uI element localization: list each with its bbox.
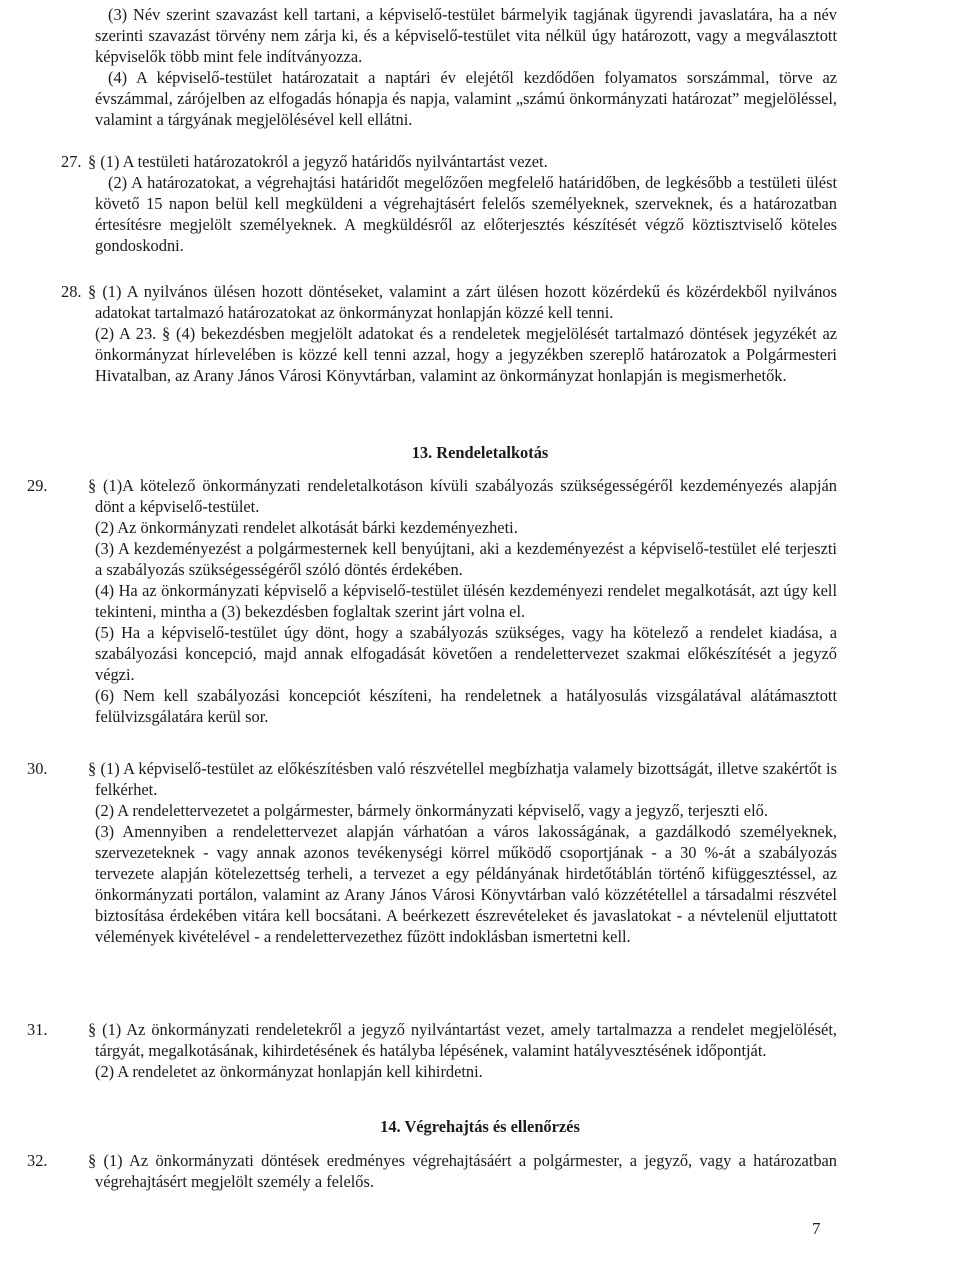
paragraph-27-1-text: § (1) A testületi határozatokról a jegyző határidős nyilvántartást vezet. — [88, 152, 548, 171]
section-30 — [27, 758, 837, 947]
paragraph-27-2: (2) A határozatokat, a végrehajtási határidőt megelőzően megfelelő határidőben, de legkésőbb a testületi ülést követő 15 napon belül kell megküldeni a végrehajtásért felelős személyeknek, szerveknek, és a határozatban értesítésre megjelölt személyeknek. A megküldésről az előterjesztés készítését végző köztisztviselő köteles gondoskodni. — [95, 173, 837, 255]
paragraph-29-1-text: § (1)A kötelező önkormányzati rendeletalkotáson kívüli szabályozás szükségességéről kezdeményezés alapján dönt a képviselő-testület. — [88, 476, 837, 516]
paragraph-32-1 — [27, 1150, 837, 1192]
paragraph-27-1 — [61, 151, 837, 172]
section-number-30: 30. — [27, 759, 48, 778]
paragraph-29-1 — [27, 475, 837, 517]
paragraph-32-1-text: § (1) Az önkormányzati döntések eredményes végrehajtásáért a polgármester, a jegyző, vagy a határozatban végrehajtásért megjelölt személy a felelős. — [88, 1151, 837, 1191]
heading-13: 13. Rendeletalkotás — [411, 443, 549, 462]
section-31 — [27, 1019, 837, 1082]
paragraph-30-1 — [27, 758, 837, 800]
paragraph-29-2: (2) Az önkormányzati rendelet alkotását bárki kezdeményezheti. — [95, 518, 518, 537]
paragraph-31-1-text: § (1) Az önkormányzati rendeletekről a jegyző nyilvántartást vezet, amely tartalmazza a rendelet megjelölését, tárgyát, megalkotásának, kihirdetésének és hatályba lépésének, valamint hatályvesztésének időpontját. — [88, 1020, 837, 1060]
section-29 — [27, 475, 837, 727]
page-number: 7 — [812, 1219, 821, 1238]
section-27 — [61, 151, 837, 256]
paragraph-28-1 — [61, 281, 837, 323]
section-26-continued — [95, 4, 837, 130]
section-number-27: 27. — [61, 152, 82, 171]
paragraph-26-3: (3) Név szerint szavazást kell tartani, a képviselő-testület bármelyik tagjának ügyrendi javaslatára, ha a név szerinti szavazást törvény nem zárja ki, és a képviselő-testület vita nélkül úgy határozott, vagy a megválasztott képviselők több mint fele indítványozza. — [95, 5, 837, 66]
paragraph-30-3: (3) Amennyiben a rendelettervezet alapján várhatóan a város lakosságának, a gazdálkodó személyeknek, szervezeteknek - vagy annak azonos tevékenységi körrel működő csoportjának - a 30 %-át a szabályozás tervezete alapján kötelezettség terheli, a tervezet a egy példányának hirdetőtáblán történő kifüggesztéssel, az önkormányzati portálon, valamint az Arany János Városi Könyvtárban való közzététellel a társadalmi részvétel biztosítása érdekében vitára kell bocsátani. A beérkezett észrevételeket és javaslatokat - a névtelenül eljuttatott vélemények kivételével - a rendelettervezethez fűzött indoklásban ismertetni kell. — [95, 822, 837, 946]
paragraph-30-1-text: § (1) A képviselő-testület az előkészítésben való részvétellel megbízhatja valamely bizottságát, illetve szakértőt is felkérhet. — [88, 759, 837, 799]
section-number-31: 31. — [27, 1020, 48, 1039]
paragraph-28-2: (2) A 23. § (4) bekezdésben megjelölt adatokat és a rendeletek megjelölését tartalmazó döntések jegyzékét az önkormányzat hírlevelében is közzé kell tenni azzal, hogy a jegyzékben szereplő határozatok a Polgármesteri Hivatalban, az Arany János Városi Könyvtárban, valamint az önkormányzat honlapján is megismerhetők. — [95, 324, 837, 385]
heading-14: 14. Végrehajtás és ellenőrzés — [380, 1117, 580, 1136]
paragraph-31-1 — [27, 1019, 837, 1061]
section-32 — [27, 1150, 837, 1192]
paragraph-30-2: (2) A rendelettervezetet a polgármester, bármely önkormányzati képviselő, vagy a jegyző, terjeszti elő. — [95, 801, 768, 820]
paragraph-29-3: (3) A kezdeményezést a polgármesternek kell benyújtani, aki a kezdeményezést a képviselő-testület elé terjeszti a szabályozás szükségességéről szóló döntés érdekében. — [95, 539, 837, 579]
section-28 — [61, 281, 837, 386]
section-number-29: 29. — [27, 476, 48, 495]
section-number-28: 28. — [61, 282, 82, 301]
paragraph-31-2: (2) A rendeletet az önkormányzat honlapján kell kihirdetni. — [95, 1062, 483, 1081]
section-number-32: 32. — [27, 1151, 48, 1170]
paragraph-29-4: (4) Ha az önkormányzati képviselő a képviselő-testület ülésén kezdeményezi rendelet megalkotását, azt úgy kell tekinteni, mintha a (3) bekezdésben foglaltak szerint járt volna el. — [95, 581, 837, 621]
paragraph-28-1-text: § (1) A nyilvános ülésen hozott döntéseket, valamint a zárt ülésen hozott közérdekű és közérdekből nyilvános adatokat tartalmazó határozatokat az önkormányzat honlapján közzé kell tenni. — [88, 282, 837, 322]
paragraph-29-6: (6) Nem kell szabályozási koncepciót készíteni, ha rendeletnek a hatályosulás vizsgálatával alátámasztott felülvizsgálatára kerül sor. — [95, 686, 837, 726]
paragraph-26-4: (4) A képviselő-testület határozatait a naptári év elejétől kezdődően folyamatos sorszámmal, törve az évszámmal, zárójelben az elfogadás hónapja és napja, valamint „számú önkormányzati határozat” megjelöléssel, valamint a tárgyának megjelölésével kell ellátni. — [95, 68, 837, 129]
paragraph-29-5: (5) Ha a képviselő-testület úgy dönt, hogy a szabályozás szükséges, vagy ha kötelező a rendelet kiadása, a szabályozási koncepció, majd annak elfogadását követően a rendelettervezet szakmai előkészítését a jegyző végzi. — [95, 623, 837, 684]
